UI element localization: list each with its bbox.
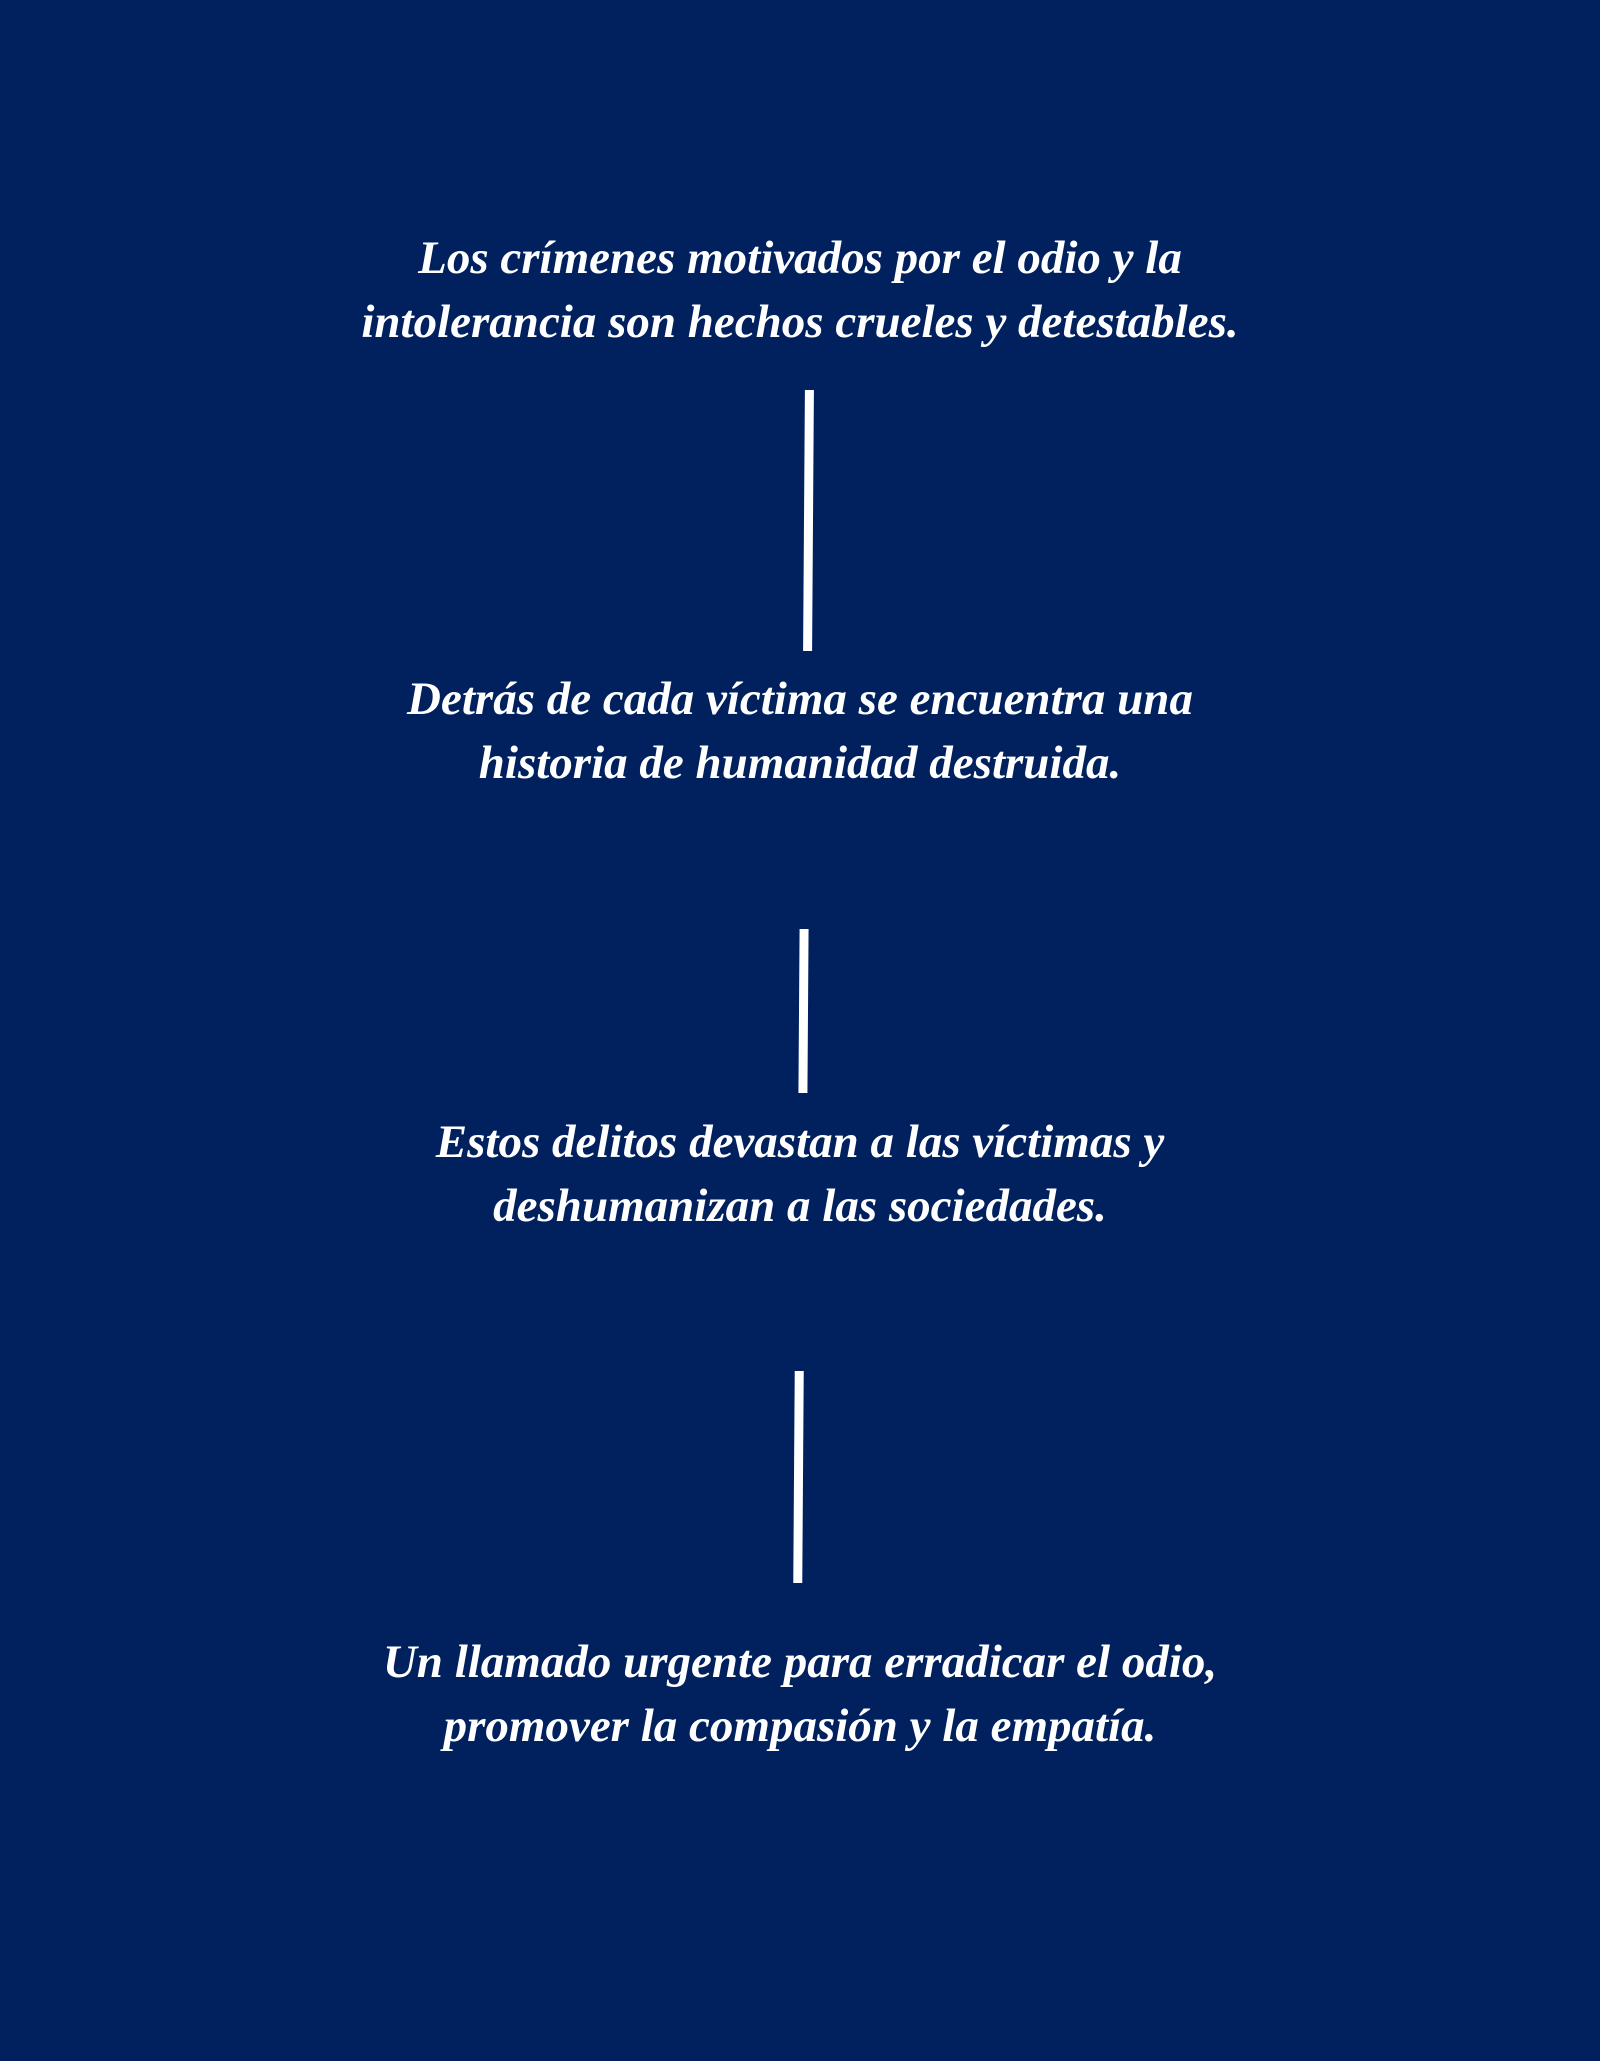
statement-call-to-action	[0, 1630, 1600, 1758]
statement-devastation	[0, 1110, 1600, 1238]
vertical-divider	[803, 390, 814, 651]
statement-line: Detrás de cada víctima se encuentra una	[407, 673, 1193, 725]
statement-line: Los crímenes motivados por el odio y la	[418, 232, 1182, 284]
vertical-divider	[798, 929, 808, 1093]
statement-line: Un llamado urgente para erradicar el odio,	[382, 1636, 1218, 1688]
statement-line: Estos delitos devastan a las víctimas y	[435, 1116, 1165, 1168]
statement-victims-story	[0, 667, 1600, 795]
statement-line: promover la compasión y la empatía.	[443, 1700, 1157, 1752]
statement-line: historia de humanidad destruida.	[478, 737, 1122, 789]
statement-line: intolerancia son hechos crueles y detestables.	[361, 296, 1239, 348]
statement-line: deshumanizan a las sociedades.	[493, 1180, 1107, 1232]
vertical-divider	[793, 1371, 803, 1583]
statement-hate-crimes	[0, 226, 1600, 354]
